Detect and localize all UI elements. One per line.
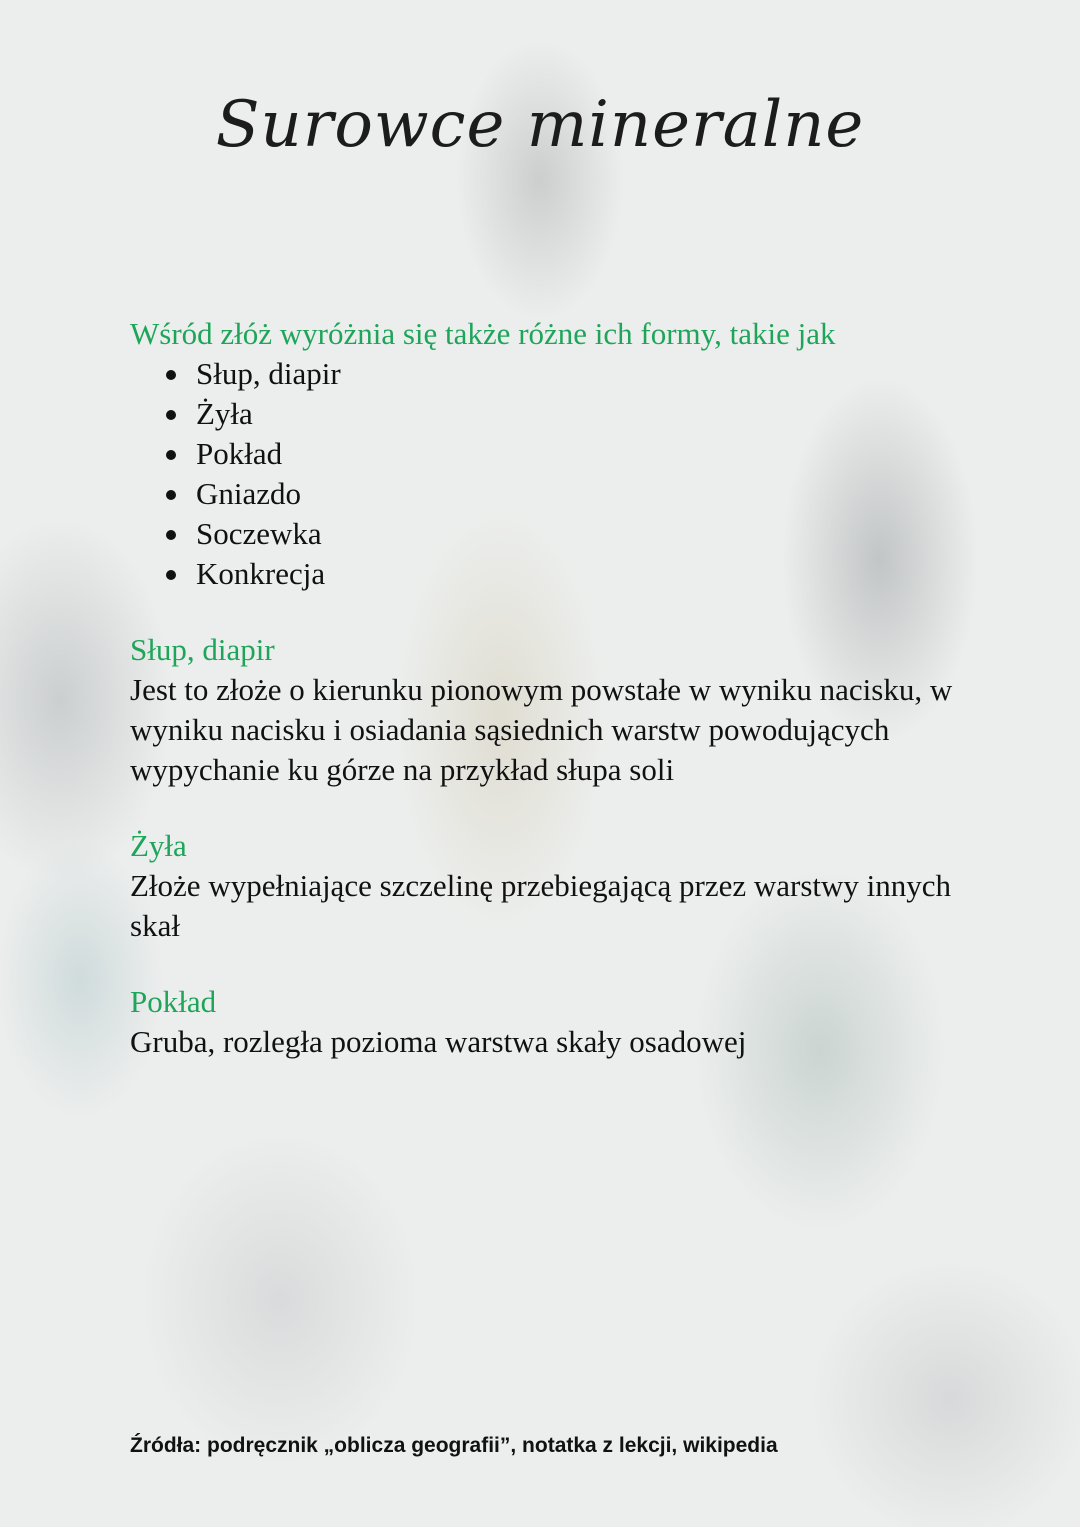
section-body: Złoże wypełniające szczelinę przebiegającą przez warstwy innych skał [130,868,952,943]
document-body [130,314,990,1062]
list-item: Żyła [166,394,990,434]
forms-list [130,354,990,594]
page-title: Surowce mineralne [215,88,865,162]
list-item: Soczewka [166,514,990,554]
section-slup [130,630,990,790]
section-heading: Żyła [130,828,187,863]
list-item: Gniazdo [166,474,990,514]
section-heading: Słup, diapir [130,632,275,667]
section-body: Jest to złoże o kierunku pionowym powstałe w wyniku nacisku, w wyniku nacisku i osiadania sąsiednich warstw powodujących wypychanie ku górze na przykład słupa soli [130,672,953,787]
list-item: Konkrecja [166,554,990,594]
intro-text: Wśród złóż wyróżnia się także różne ich formy, takie jak [130,316,836,351]
section-body: Gruba, rozległa pozioma warstwa skały osadowej [130,1024,747,1059]
section-zyla [130,826,990,946]
sources-note: Źródła: podręcznik „oblicza geografii”, notatka z lekcji, wikipedia [130,1434,778,1457]
list-item: Słup, diapir [166,354,990,394]
list-item: Pokład [166,434,990,474]
section-heading: Pokład [130,984,217,1019]
section-poklad [130,982,990,1062]
